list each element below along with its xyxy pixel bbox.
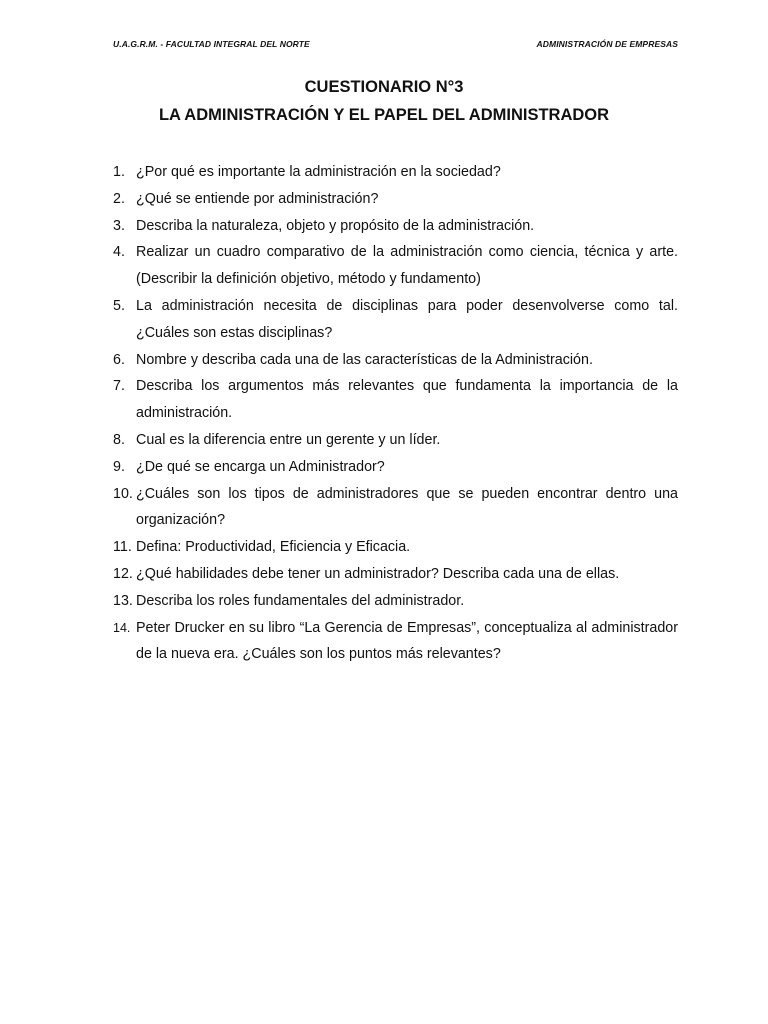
question-item	[113, 213, 678, 240]
question-item	[113, 293, 678, 347]
question-text: La administración necesita de disciplinas para poder desenvolverse como tal. ¿Cuáles son estas disciplinas?	[136, 297, 678, 341]
question-item	[113, 373, 678, 427]
document-title: CUESTIONARIO N°3	[304, 78, 464, 96]
question-text: ¿Por qué es importante la administración en la sociedad?	[136, 164, 501, 180]
question-number: 10.	[113, 485, 133, 502]
question-item	[113, 186, 678, 213]
question-number: 1.	[113, 164, 125, 180]
header-institution: U.A.G.R.M. - FACULTAD INTEGRAL DEL NORTE	[113, 39, 310, 49]
question-item	[113, 427, 678, 454]
question-item	[113, 615, 678, 669]
question-number: 6.	[113, 351, 125, 368]
question-text: Nombre y describa cada una de las características de la Administración.	[136, 351, 593, 368]
question-item	[113, 534, 678, 561]
question-item	[113, 239, 678, 293]
question-number: 4.	[113, 244, 125, 261]
page-header	[113, 39, 678, 51]
question-text: Describa los roles fundamentales del administrador.	[136, 592, 465, 609]
question-number: 5.	[113, 297, 125, 314]
question-number: 2.	[113, 190, 125, 207]
question-text: Peter Drucker en su libro “La Gerencia de Empresas”, conceptualiza al administrador de la nueva era. ¿Cuáles son los puntos más relevantes?	[136, 619, 678, 663]
header-subject: ADMINISTRACIÓN DE EMPRESAS	[536, 39, 678, 49]
question-text: ¿De qué se encarga un Administrador?	[136, 458, 385, 475]
question-item	[113, 561, 678, 588]
question-text: ¿Cuáles son los tipos de administradores que se pueden encontrar dentro una organización?	[136, 485, 678, 529]
question-text: Describa los argumentos más relevantes que fundamenta la importancia de la administración.	[136, 378, 678, 422]
question-text: Realizar un cuadro comparativo de la administración como ciencia, técnica y arte. (Describir la definición objetivo, método y fundamento)	[136, 244, 678, 288]
question-text: ¿Qué se entiende por administración?	[136, 190, 379, 207]
question-item	[113, 454, 678, 481]
question-text: Describa la naturaleza, objeto y propósito de la administración.	[136, 217, 535, 234]
question-number: 12.	[113, 565, 133, 582]
question-number: 8.	[113, 431, 125, 448]
question-number: 11.	[113, 539, 132, 556]
question-item	[113, 481, 678, 535]
question-number: 14.	[113, 620, 131, 635]
question-text: Defina: Productividad, Eficiencia y Eficacia.	[136, 539, 411, 556]
document-subtitle: LA ADMINISTRACIÓN Y EL PAPEL DEL ADMINISTRADOR	[158, 106, 610, 124]
question-list	[113, 159, 678, 668]
question-item	[113, 588, 678, 615]
question-number: 3.	[113, 217, 125, 234]
question-number: 13.	[113, 592, 133, 609]
question-text: Cual es la diferencia entre un gerente y un líder.	[136, 431, 441, 448]
question-number: 7.	[113, 378, 125, 395]
question-number: 9.	[113, 458, 125, 475]
question-text: ¿Qué habilidades debe tener un administrador? Describa cada una de ellas.	[136, 565, 620, 582]
question-item	[113, 159, 678, 186]
question-item	[113, 347, 678, 374]
